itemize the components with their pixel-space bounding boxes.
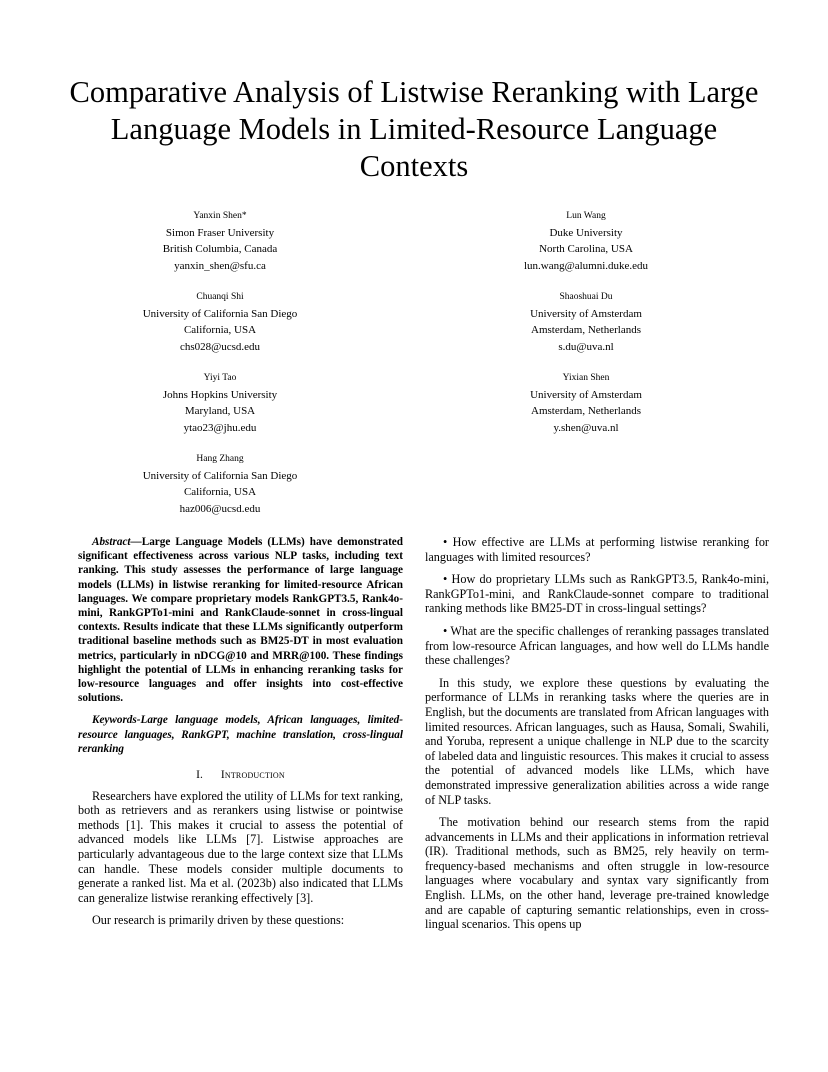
author-block	[70, 208, 370, 274]
author-block	[70, 289, 370, 355]
author-name: Yanxin Shen*	[193, 211, 247, 221]
abstract	[78, 535, 403, 705]
abstract-text: Large Language Models (LLMs) have demonstrated significant effectiveness across various NLP tasks, including text ranking. This study assesses the performance of large language models (LLMs) in listwise reranking for limited-resource African languages. We compare proprietary models RankGPT3.5, Rank4o-mini, RankGPTo1-mini and RankClaude-sonnet in cross-lingual contexts. Results indicate that these LLMs significantly outperform traditional baseline methods such as BM25-DT in most evaluation metrics, particularly in nDCG@10 and MRR@100. These findings highlight the potential of LLMs in enhancing reranking tasks for low-resource languages and offer insights into cost-effective solutions.	[78, 536, 403, 705]
author-location: California, USA	[183, 486, 257, 498]
author-name: Lun Wang	[566, 211, 606, 221]
author-affiliation: University of California San Diego	[142, 307, 298, 320]
section-heading	[78, 768, 403, 783]
left-column	[78, 535, 403, 936]
author-name: Yiyi Tao	[203, 373, 237, 383]
author-name: Yixian Shen	[562, 373, 610, 383]
author-location: North Carolina, USA	[539, 243, 633, 255]
author-block	[436, 289, 736, 355]
research-question: • How do proprietary LLMs such as RankGPT3.5, Rank4o-mini, RankGPTo1-mini, and RankClaude-sonnet compare to traditional ranking methods like BM25-DT in cross-lingual settings?	[425, 572, 769, 616]
author-block	[70, 451, 370, 517]
author-block	[436, 370, 736, 436]
research-question: • What are the specific challenges of reranking passages translated from low-resource African languages, and how well do LLMs handle these challenges?	[425, 623, 769, 668]
body-paragraph: In this study, we explore these questions by evaluating the performance of LLMs in reranking tasks where the queries are in English, but the documents are translated from African languages with limited resources. African languages, such as Hausa, Somali, Swahili, and Yoruba, represent a unique challenge in NLP due to the scarcity of labeled data and linguistic resources. This makes it crucial to assess the potential of advanced models like LLMs, which have demonstrated impressive generalization abilities across a wide range of NLP tasks.	[425, 675, 769, 807]
intro-paragraph: Our research is primarily driven by these questions:	[92, 913, 345, 928]
keywords	[78, 713, 403, 756]
keywords-lead: Keywords-	[92, 714, 141, 727]
author-email: lun.wang@alumni.duke.edu	[523, 259, 649, 272]
author-affiliation: Johns Hopkins University	[162, 388, 278, 401]
author-email: ytao23@jhu.edu	[183, 421, 257, 434]
author-block	[436, 208, 736, 274]
research-question: • How effective are LLMs at performing listwise reranking for languages with limited resources?	[425, 535, 769, 564]
right-column	[425, 535, 769, 940]
author-email: y.shen@uva.nl	[553, 421, 619, 434]
author-location: British Columbia, Canada	[162, 243, 278, 255]
author-block	[70, 370, 370, 436]
author-name: Shaoshuai Du	[559, 292, 613, 302]
abstract-lead: Abstract—	[92, 536, 142, 548]
author-location: Maryland, USA	[184, 405, 256, 417]
body-paragraph: The motivation behind our research stems from the rapid advancements in LLMs and their applications in information retrieval (IR). Traditional methods, such as BM25, rely heavily on term-frequency-based mechanisms and often struggle in low-resource languages where vocabulary and syntax vary significantly from English. LLMs, on the other hand, leverage pre-trained knowledge and are capable of capturing semantic relationships, even in cross-lingual scenarios. This opens up	[425, 815, 769, 932]
author-affiliation: Simon Fraser University	[165, 226, 275, 239]
author-email: s.du@uva.nl	[558, 340, 614, 353]
author-location: Amsterdam, Netherlands	[531, 324, 641, 336]
author-affiliation: University of Amsterdam	[530, 388, 642, 401]
author-name: Chuanqi Shi	[196, 292, 244, 302]
section-number: I.	[196, 769, 203, 782]
author-location: California, USA	[183, 324, 257, 336]
author-email: yanxin_shen@sfu.ca	[174, 259, 266, 272]
author-name: Hang Zhang	[196, 454, 244, 464]
keywords-text: Large language models, African languages, limited-resource languages, RankGPT, machine translation, cross-lingual reranking	[78, 714, 403, 755]
section-title: Introduction	[220, 769, 285, 782]
author-location: Amsterdam, Netherlands	[531, 405, 641, 417]
author-email: haz006@ucsd.edu	[179, 502, 261, 515]
paper-title: Comparative Analysis of Listwise Reranking with Large Language Models in Limited-Resource Language Contexts	[69, 75, 759, 183]
author-affiliation: Duke University	[549, 226, 623, 239]
author-email: chs028@ucsd.edu	[179, 340, 261, 353]
author-affiliation: University of Amsterdam	[530, 307, 642, 320]
author-affiliation: University of California San Diego	[142, 469, 298, 482]
intro-paragraph: Researchers have explored the utility of LLMs for text ranking, both as retrievers and as rerankers using listwise or pointwise methods [1]. This makes it crucial to assess the potential of advanced models like LLMs [7]. Listwise approaches are particularly advantageous due to the large context size that LLMs can handle. These models consider multiple documents to generate a ranked list. Ma et al. (2023b) also indicated that LLMs can generalize listwise reranking effectively [3].	[78, 788, 403, 905]
